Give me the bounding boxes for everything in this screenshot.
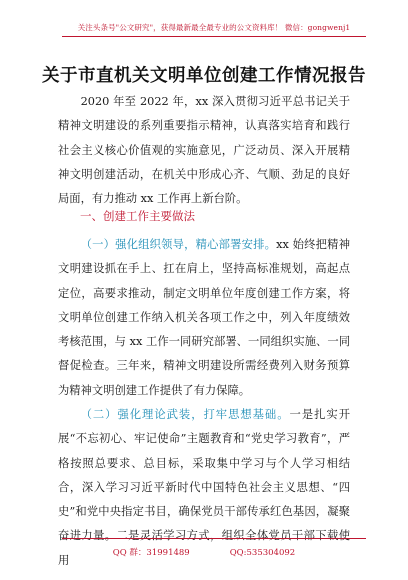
footer	[0, 546, 408, 558]
section-heading: 一、创建工作主要做法	[80, 209, 195, 223]
footer-qq: QQ:535304092	[229, 548, 296, 558]
item1-subheading: （一）强化组织领导，精心部署安排。	[80, 238, 277, 251]
document-title: 关于市直机关文明单位创建工作情况报告	[42, 66, 366, 86]
item2-body: 一是扎实开展“不忘初心、牢记使命”主题教育和“党史学习教育”，严格按照总要求、总目标，采取集中学习与个人学习相结合，深入学习习近平新时代中国特色社会主义思想、“四史”和党中央指定书目，确保党员干部传承红色基因，凝聚奋进力量。二是灵活学习方式，组织全体党员干部下载使用	[58, 408, 350, 567]
footer-qq-group: QQ 群：31991489	[112, 548, 190, 558]
item1-paragraph	[58, 233, 350, 403]
intro-paragraph: 2020 年至 2022 年，xx 深入贯彻习近平总书记关于精神文明建设的系列重要指示精神，认真落实培育和践行社会主义核心价值观的实施意见，广泛动员、深入开展精神文明创建活动，在机关中形成心齐、气顺、劲足的良好局面，有力推动 xx 工作再上新台阶。	[58, 95, 350, 206]
item2-subheading: （二）强化理论武装，打牢思想基础。	[80, 408, 290, 421]
header-banner: 关注头条号"公文研究"，获得最新最全最专业的公文资料库！ 微信：gongwenj1	[77, 23, 351, 32]
footer-divider	[62, 538, 366, 539]
item1-body: xx 始终把精神文明建设抓在手上、扛在肩上，坚持高标准规划，高起点定位，高要求推动，制定文明单位年度创建工作方案，将文明单位创建工作纳入机关各项工作之中，列入年度绩效考核范围，与 xx 工作一同研究部署、一同组织实施、一同督促检查。三年来，精神文明建设所需经费列入财务预算为精神文明创建工作提供了有力保障。	[58, 238, 350, 397]
header-divider	[62, 36, 366, 37]
